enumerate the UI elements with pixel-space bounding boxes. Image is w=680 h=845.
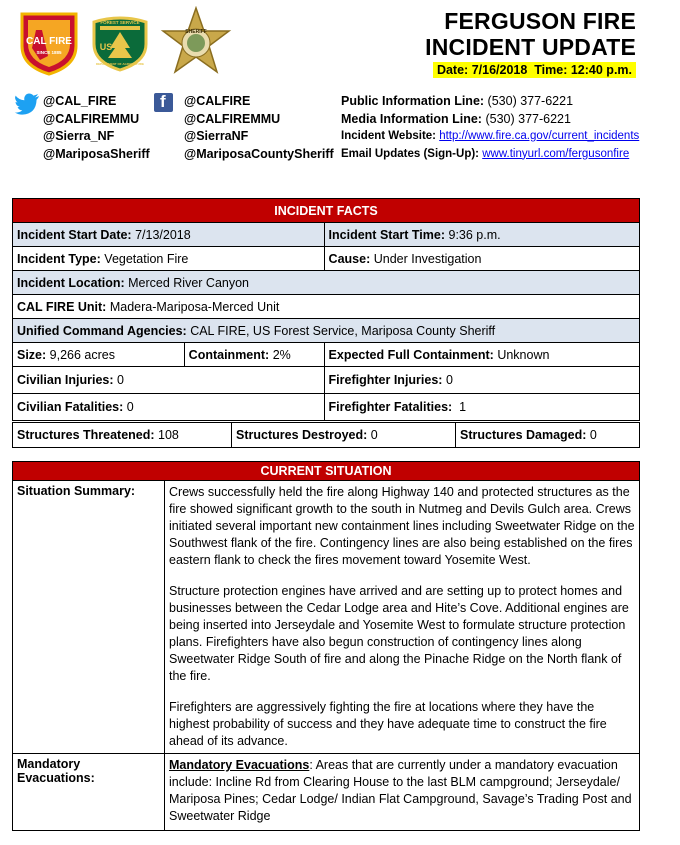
civilian-injuries-cell: Civilian Injuries: 0 xyxy=(13,367,325,394)
incident-website-link[interactable]: http://www.fire.ca.gov/current_incidents xyxy=(439,130,640,142)
twitter-icon xyxy=(14,93,40,115)
structures-threatened-cell: Structures Threatened: 108 xyxy=(13,423,232,448)
mandatory-evacuations-label: Mandatory Evacuations: xyxy=(13,754,165,831)
structures-destroyed-cell: Structures Destroyed: 0 xyxy=(232,423,456,448)
incident-location-cell: Incident Location: Merced River Canyon xyxy=(13,271,640,295)
unified-command-cell: Unified Command Agencies: CAL FIRE, US Forest Service, Mariposa County Sheriff xyxy=(13,319,640,343)
start-time-cell: Incident Start Time: 9:36 p.m. xyxy=(324,223,639,247)
evacuations-title: Mandatory Evacuations xyxy=(169,758,310,772)
cause-cell: Cause: Under Investigation xyxy=(324,247,639,271)
svg-text:CAL FIRE: CAL FIRE xyxy=(26,36,72,47)
current-situation-table xyxy=(12,461,640,831)
twitter-handle[interactable]: @CAL_FIRE xyxy=(43,94,117,108)
calfire-unit-cell: CAL FIRE Unit: Madera-Mariposa-Merced Unit xyxy=(13,295,640,319)
firefighter-fatalities-cell: Firefighter Fatalities: 1 xyxy=(324,394,639,421)
email-updates: Email Updates (Sign-Up): www.tinyurl.com/fergusonfire xyxy=(341,147,630,160)
svg-text:DEPARTMENT OF AGRICULTURE: DEPARTMENT OF AGRICULTURE xyxy=(96,62,144,66)
incident-website: Incident Website: http://www.fire.ca.gov/current_incidents xyxy=(341,130,640,142)
media-info-line: Media Information Line: (530) 377-6221 xyxy=(341,111,571,126)
facebook-handle[interactable]: @CALFIRE xyxy=(184,94,251,108)
facebook-handle[interactable]: @SierraNF xyxy=(184,129,249,143)
situation-summary-text xyxy=(165,481,640,754)
summary-paragraph: Firefighters are aggressively fighting the fire at locations where they have the highest probability of success and they have adequate time to construct the fire ahead of its advance. xyxy=(169,700,607,748)
facebook-handles xyxy=(184,93,334,163)
calfire-logo xyxy=(18,10,80,76)
usfs-logo xyxy=(92,14,148,72)
summary-paragraph: Crews successfully held the fire along Highway 140 and protected structures as the fire showed significant growth to the south in Nutmeg and Devils Gulch area. Crews initiated several important new containment lines including Sweetwater Ridge on the Southwest flank of the fire. Contingency lines are also being established on the fires eastern flank to check the fires movement toward Yosemite West. xyxy=(169,485,635,567)
title-line-1: FERGUSON FIRE xyxy=(444,8,636,34)
svg-text:SHERIFF: SHERIFF xyxy=(185,29,207,35)
summary-paragraph: Structure protection engines have arrived and are setting up to protect homes and businesses between the Cedar Lodge area and Hite’s Cove. Additional engines are being inserted into Jerseydale and Yosemite West to formulate structure protection plans. Firefighters have also begun construction of contingency lines along Sweetwater Ridge South of fire and along the Pinache Ridge on the North flank of the fire. xyxy=(169,584,629,683)
twitter-handle[interactable]: @Sierra_NF xyxy=(43,129,115,143)
civilian-fatalities-cell: Civilian Fatalities: 0 xyxy=(13,394,325,421)
facebook-icon: f xyxy=(154,93,173,112)
current-situation-heading: CURRENT SITUATION xyxy=(13,462,640,481)
mandatory-evacuations-text xyxy=(165,754,640,831)
incident-facts-heading: INCIDENT FACTS xyxy=(13,199,640,223)
facebook-handle[interactable]: @CALFIREMMU xyxy=(184,111,281,126)
title-line-2: INCIDENT UPDATE xyxy=(425,34,636,60)
structures-table xyxy=(12,422,640,448)
agency-logos xyxy=(12,6,242,78)
firefighter-injuries-cell: Firefighter Injuries: 0 xyxy=(324,367,639,394)
svg-text:US: US xyxy=(99,42,113,52)
date-value: 7/16/2018 xyxy=(471,63,528,77)
public-info-line: Public Information Line: (530) 377-6221 xyxy=(341,94,574,108)
twitter-handle[interactable]: @MariposaSheriff xyxy=(43,146,150,161)
document-title xyxy=(425,8,636,60)
update-date-time xyxy=(433,62,636,78)
expected-containment-cell: Expected Full Containment: Unknown xyxy=(324,343,639,367)
time-label: Time: xyxy=(534,63,568,77)
facebook-handle[interactable]: @MariposaCountySheriff xyxy=(184,146,334,161)
containment-cell: Containment: 2% xyxy=(184,343,324,367)
svg-text:SINCE 1885: SINCE 1885 xyxy=(36,50,62,55)
twitter-handle[interactable]: @CALFIREMMU xyxy=(43,111,140,126)
incident-facts-table xyxy=(12,198,640,421)
start-date-cell: Incident Start Date: 7/13/2018 xyxy=(13,223,325,247)
svg-text:FOREST SERVICE: FOREST SERVICE xyxy=(100,20,140,25)
email-signup-link[interactable]: www.tinyurl.com/fergusonfire xyxy=(482,147,630,160)
incident-type-cell: Incident Type: Vegetation Fire xyxy=(13,247,325,271)
situation-summary-label: Situation Summary: xyxy=(13,481,165,754)
date-label: Date: xyxy=(436,63,469,77)
structures-damaged-cell: Structures Damaged: 0 xyxy=(456,423,640,448)
contact-info xyxy=(341,93,639,163)
sheriff-star-logo xyxy=(160,6,232,78)
time-value: 12:40 p.m. xyxy=(570,63,632,77)
evacuations-detail: : Areas that are currently under a mandatory evacuation include: Incline Rd from Clearing House to the last BLM campground; Jerseydale/ Mariposa Pines; Cedar Lodge/ Indian Flat Campground, Savage’s Trading Post and Sweetwater Ridge xyxy=(169,758,632,823)
size-cell: Size: 9,266 acres xyxy=(13,343,185,367)
twitter-handles xyxy=(43,93,150,163)
